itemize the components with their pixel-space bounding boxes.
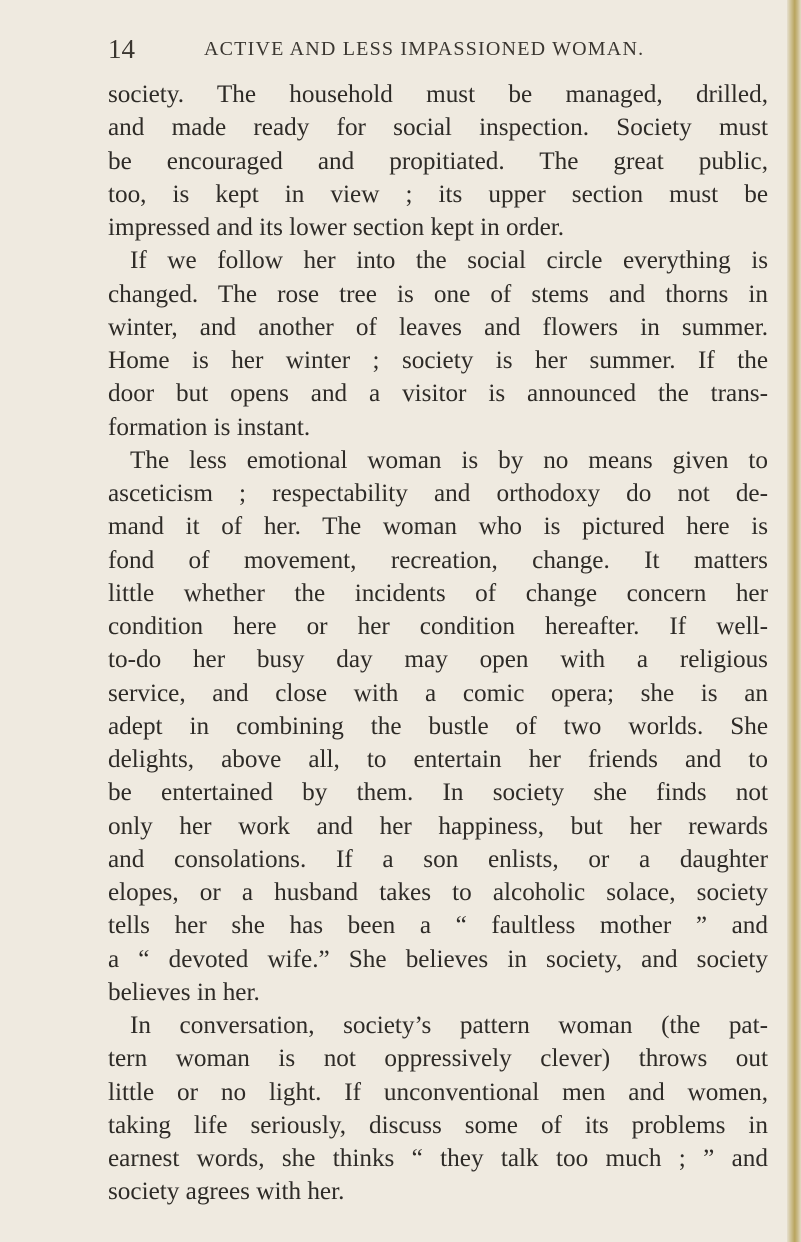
text-line: to-do her busy day may open with a religious [108, 646, 768, 674]
page-edge [787, 0, 801, 1242]
text-line: fond of movement, recreation, change. It matters [108, 546, 768, 574]
text-line: a “ devoted wife.” She believes in society, and society [108, 945, 768, 973]
text-line: In conversation, society’s pattern woman (the pat- [130, 1012, 768, 1039]
text-line: society agrees with her. [108, 1178, 345, 1206]
text-line: little or no light. If unconventional men and women, [108, 1078, 768, 1106]
text-line: service, and close with a comic opera; she is an [108, 679, 768, 707]
text-line: tern woman is not oppressively clever) throws out [108, 1045, 768, 1073]
text-line: society. The household must be managed, drilled, [108, 81, 768, 108]
text-line: and consolations. If a son enlists, or a daughter [108, 845, 768, 873]
text-line: taking life seriously, discuss some of its problems in [108, 1111, 768, 1139]
text-line: be entertained by them. In society she finds not [108, 779, 768, 807]
text-line: adept in combining the bustle of two worlds. She [108, 712, 768, 740]
text-line: If we follow her into the social circle everything is [130, 247, 768, 275]
text-line: only her work and her happiness, but her rewards [108, 812, 768, 840]
text-line: asceticism ; respectability and orthodoxy do not de- [108, 480, 768, 507]
text-line: formation is instant. [108, 413, 311, 441]
text-line: and made ready for social inspection. Society must [108, 114, 768, 142]
text-line: tells her she has been a “ faultless mother ” and [108, 912, 768, 940]
text-line: condition here or her condition hereafter. If well- [108, 613, 768, 640]
text-line: changed. The rose tree is one of stems and thorns in [108, 280, 768, 308]
text-line: little whether the incidents of change concern her [108, 579, 768, 607]
running-head [108, 34, 768, 68]
text-line: delights, above all, to entertain her friends and to [108, 746, 768, 773]
text-line: winter, and another of leaves and flowers in summer. [108, 313, 768, 341]
text-line: door but opens and a visitor is announced the trans- [108, 380, 768, 408]
page-number: 14 [108, 34, 135, 64]
body-text [108, 78, 768, 1209]
text-line: earnest words, she thinks “ they talk too much ; ” and [108, 1145, 768, 1172]
text-line: The less emotional woman is by no means given to [130, 446, 768, 474]
running-title: ACTIVE AND LESS IMPASSIONED WOMAN. [204, 38, 645, 60]
text-line: Home is her winter ; society is her summer. If the [108, 347, 768, 374]
text-line: impressed and its lower section kept in order. [108, 214, 565, 241]
text-line: too, is kept in view ; its upper section must be [108, 180, 768, 208]
text-line: be encouraged and propitiated. The great public, [108, 147, 768, 175]
text-line: mand it of her. The woman who is pictured here is [108, 513, 768, 541]
text-line: elopes, or a husband takes to alcoholic solace, society [108, 879, 768, 906]
text-line: believes in her. [108, 978, 260, 1006]
